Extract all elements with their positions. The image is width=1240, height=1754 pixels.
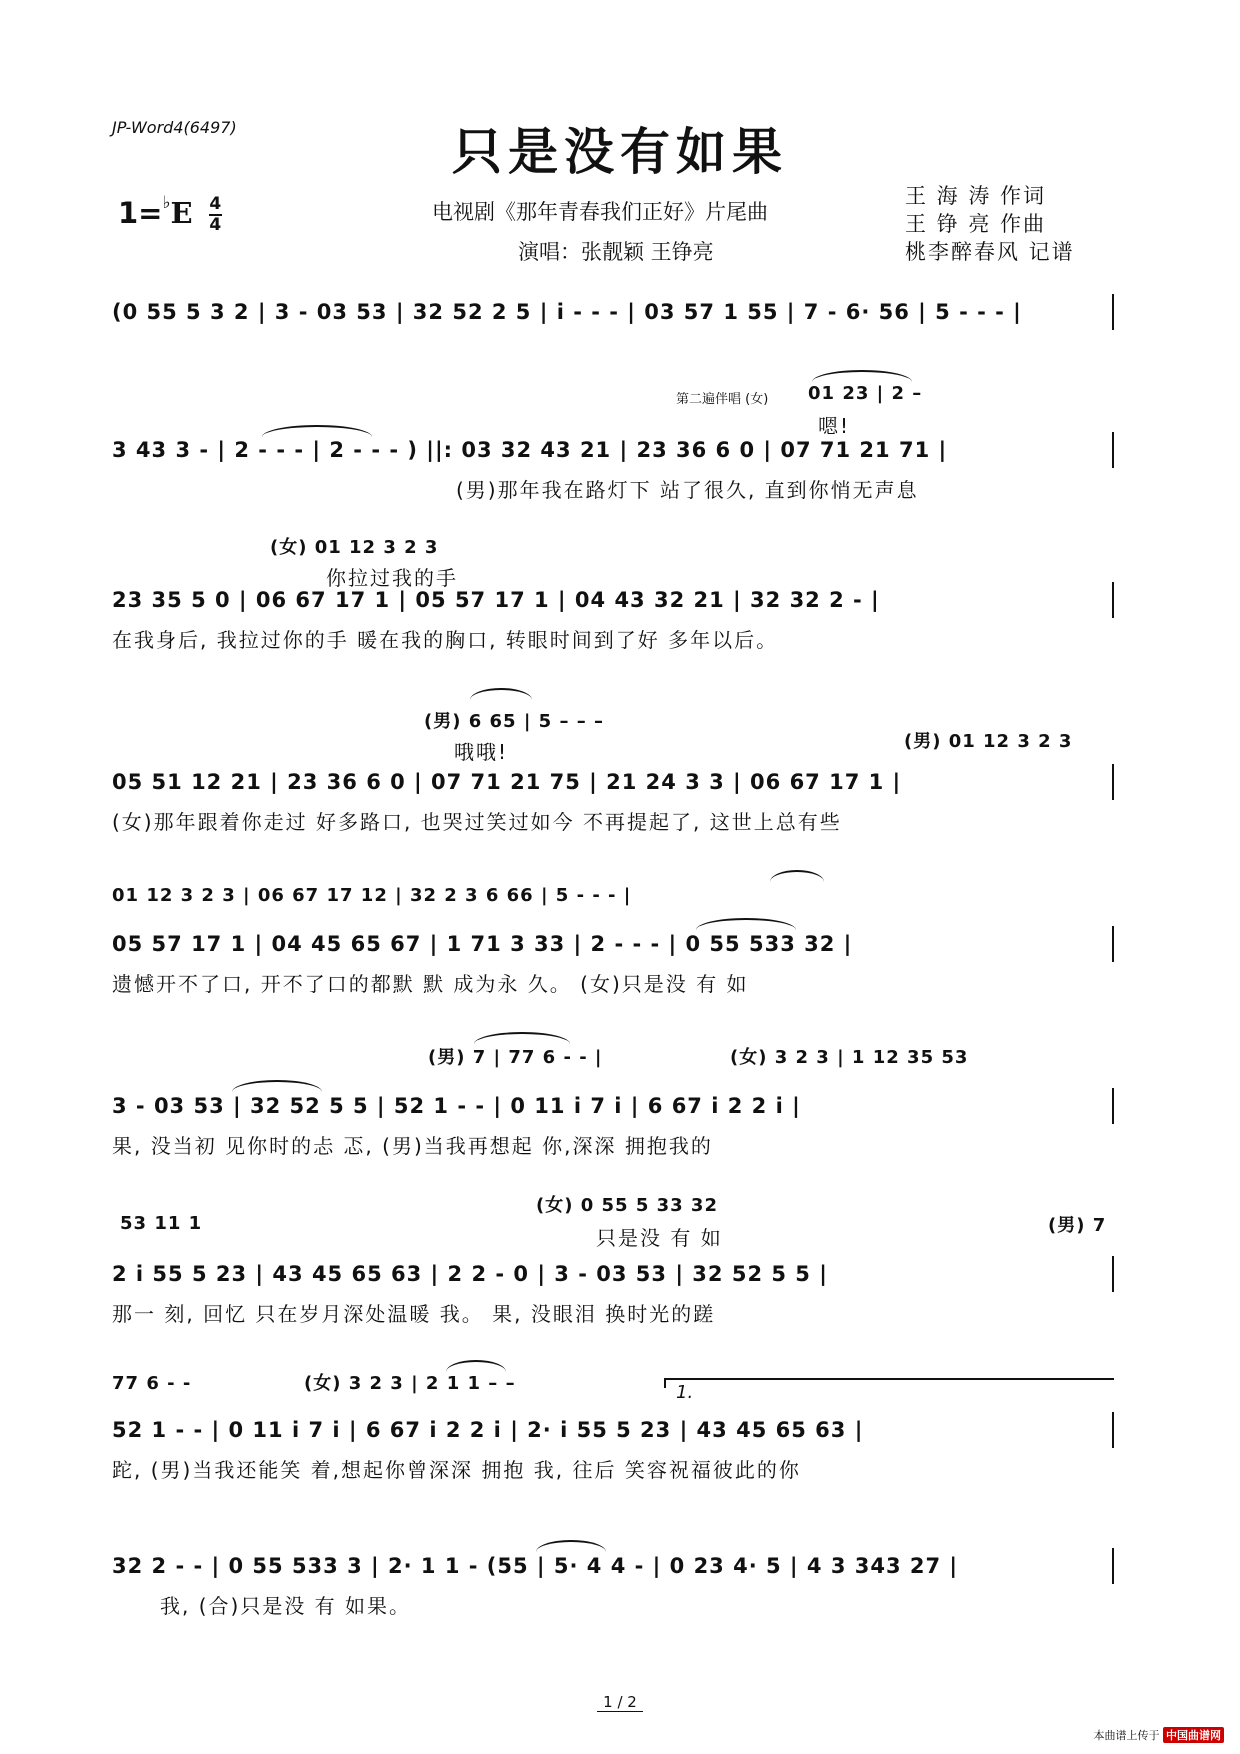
system-8-lyrics: 跎, (男)当我还能笑 着,想起你曾深深 拥抱 我, 往后 笑容祝福彼此的你 [112, 1458, 801, 1482]
key-signature [118, 193, 222, 235]
system-1-notes: (0 55 5 3 2 | 3 - 03 53 | 32 52 2 5 | i - - - | 03 57 1 55 | 7 - 6· 56 | 5 - - - | [112, 300, 1022, 324]
key-letter: E [170, 196, 193, 230]
system-6-notes: 3 - 03 53 | 32 52 5 5 | 52 1 - - | 0 11 i 7 i | 6 67 i 2 2 i | [112, 1094, 801, 1118]
system-8-upper-notes-mid: (女) 3 2 3 | 2 1 1 – – [304, 1373, 516, 1394]
system-2-lyrics: (男)那年我在路灯下 站了很久, 直到你悄无声息 [456, 478, 919, 502]
system-2-annotation: 第二遍伴唱 (女) [676, 392, 769, 407]
flat-icon: ♭ [162, 193, 171, 214]
time-top: 4 [209, 194, 222, 214]
system-4-upper-lyrics: 哦哦! [454, 740, 509, 764]
time-signature [209, 196, 222, 234]
volta-1: 1. [676, 1382, 694, 1403]
song-title: 只是没有如果 [452, 122, 788, 181]
upload-note: 本曲谱上传于 中国曲谱网 [1094, 1727, 1225, 1743]
system-4-lyrics: (女)那年跟着你走过 好多路口, 也哭过笑过如今 不再提起了, 这世上总有些 [112, 810, 842, 834]
key-prefix: 1= [118, 196, 163, 230]
system-3-upper-notes: (女) 01 12 3 2 3 [270, 537, 439, 558]
system-7-upper-notes-right: (男) 7 [1048, 1215, 1107, 1236]
source-id: JP-Word4(6497) [112, 118, 237, 137]
credit-lyricist: 王 海 涛 作词 [905, 184, 1047, 208]
system-8-upper-notes-left: 77 6 - - [112, 1373, 192, 1394]
system-7-lyrics: 那一 刻, 回忆 只在岁月深处温暖 我。 果, 没眼泪 换时光的蹉 [112, 1302, 716, 1326]
time-bottom: 4 [209, 215, 222, 235]
system-4-upper-notes-right: (男) 01 12 3 2 3 [904, 731, 1073, 752]
system-7-upper-notes-mid: (女) 0 55 5 33 32 [536, 1195, 718, 1216]
system-3-lyrics: 在我身后, 我拉过你的手 暖在我的胸口, 转眼时间到了好 多年以后。 [112, 628, 779, 652]
subtitle: 电视剧《那年青春我们正好》片尾曲 [432, 200, 768, 224]
system-2-upper-notes: 01 23 | 2 – [808, 383, 923, 404]
system-5-lyrics: 遗憾开不了口, 开不了口的都默 默 成为永 久。 (女)只是没 有 如 [112, 972, 749, 996]
system-2-upper-lyrics: 嗯! [818, 414, 851, 438]
credit-transcriber: 桃李醉春风 记谱 [905, 240, 1075, 264]
system-2-notes: 3 43 3 - | 2 - - - | 2 - - - ) ||: 03 32 43 21 | 23 36 6 0 | 07 71 21 71 | [112, 438, 948, 462]
system-6-upper-notes-right: (女) 3 2 3 | 1 12 35 53 [730, 1047, 969, 1068]
singers: 演唱：张靓颖 王铮亮 [518, 240, 714, 264]
page-number: 1 / 2 [0, 1693, 1240, 1711]
system-5-upper-notes: 01 12 3 2 3 | 06 67 17 12 | 32 2 3 6 66 | 5 - - - | [112, 885, 632, 906]
system-9-notes: 32 2 - - | 0 55 533 3 | 2· 1 1 - (55 | 5· 4 4 - | 0 23 4· 5 | 4 3 343 27 | [112, 1554, 959, 1578]
system-7-notes: 2 i 55 5 23 | 43 45 65 63 | 2 2 - 0 | 3 - 03 53 | 32 52 5 5 | [112, 1262, 828, 1286]
system-7-upper-notes-left: 53 11 1 [120, 1213, 203, 1234]
system-6-upper-notes-left: (男) 7 | 77 6 - - | [428, 1047, 603, 1068]
system-5-notes: 05 57 17 1 | 04 45 65 67 | 1 71 3 33 | 2 - - - | 0 55 533 32 | [112, 932, 853, 956]
system-4-notes: 05 51 12 21 | 23 36 6 0 | 07 71 21 75 | 21 24 3 3 | 06 67 17 1 | [112, 770, 902, 794]
credit-composer: 王 铮 亮 作曲 [905, 212, 1047, 236]
system-9-lyrics: 我, (合)只是没 有 如果。 [160, 1594, 412, 1618]
system-4-upper-notes-left: (男) 6 65 | 5 – – – [424, 711, 604, 732]
system-3-upper-lyrics: 你拉过我的手 [326, 566, 458, 590]
system-6-lyrics: 果, 没当初 见你时的忐 忑, (男)当我再想起 你,深深 拥抱我的 [112, 1134, 713, 1158]
system-3-notes: 23 35 5 0 | 06 67 17 1 | 05 57 17 1 | 04 43 32 21 | 32 32 2 - | [112, 588, 880, 612]
system-8-notes: 52 1 - - | 0 11 i 7 i | 6 67 i 2 2 i | 2· i 55 5 23 | 43 45 65 63 | [112, 1418, 864, 1442]
site-logo: 中国曲谱网 [1163, 1727, 1224, 1743]
system-7-upper-lyrics: 只是没 有 如 [596, 1226, 723, 1250]
